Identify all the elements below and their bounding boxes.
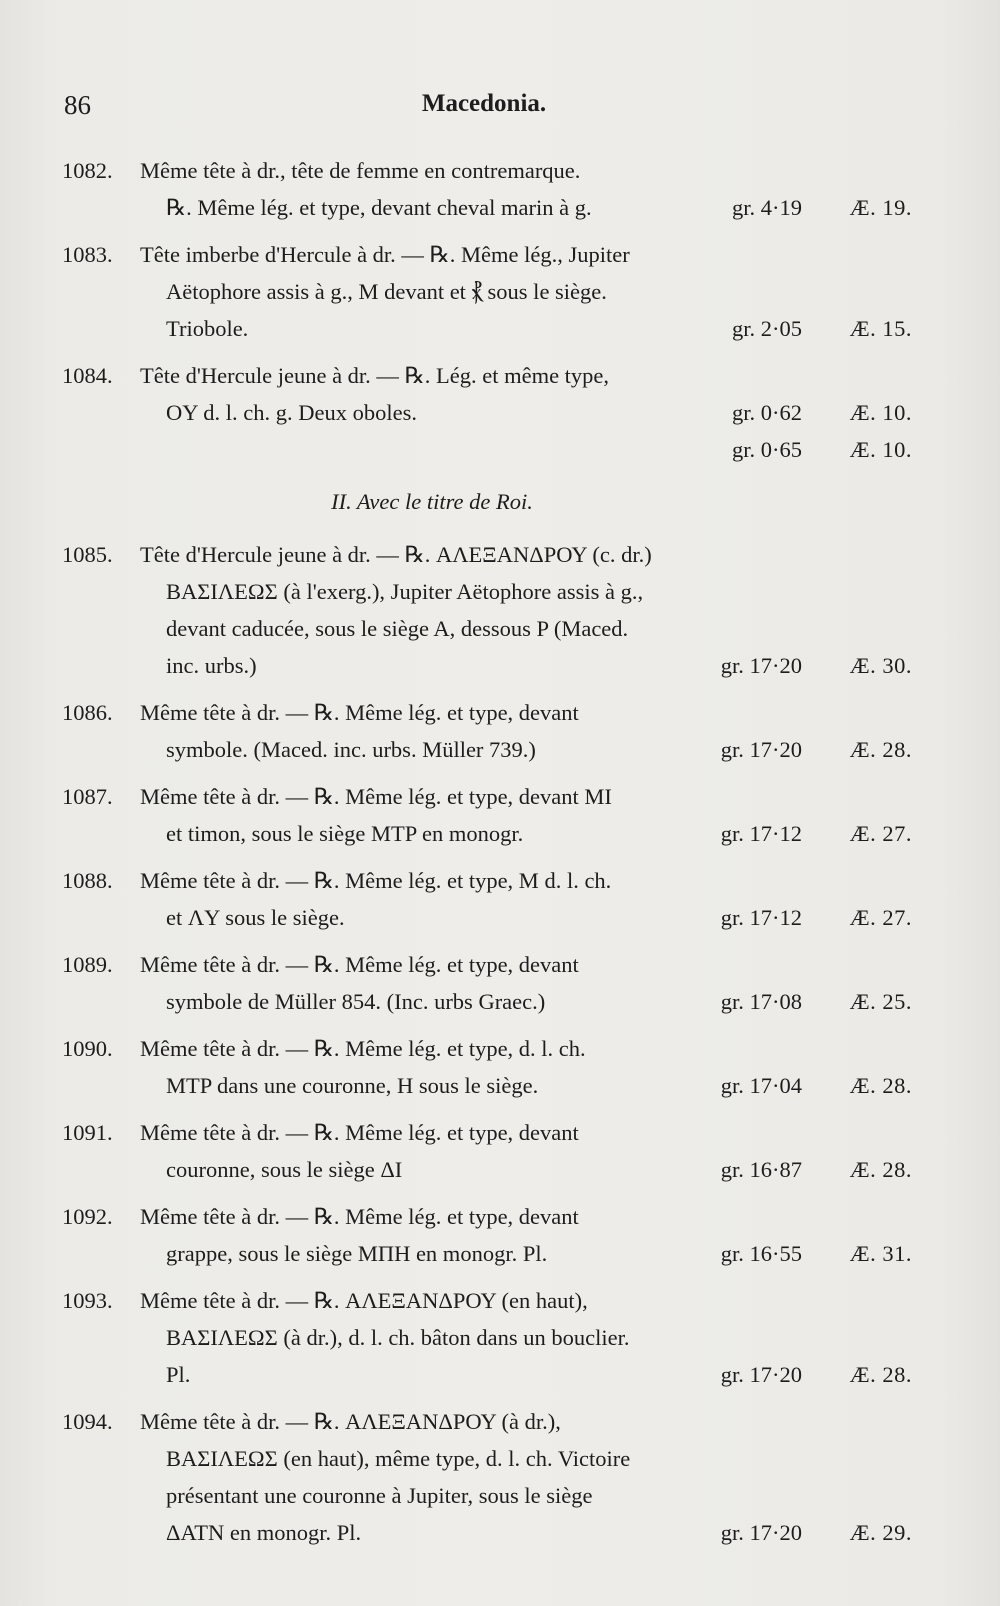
entry-description: devant caducée, sous le siège A, dessous P (Maced. (166, 616, 629, 641)
entry-line (62, 1356, 912, 1393)
entry-number: 1090. (62, 1036, 113, 1061)
metal-size: Æ. 28. (849, 1157, 912, 1182)
entry-number: 1091. (62, 1120, 113, 1145)
entry-number: 1086. (62, 700, 113, 725)
catalogue-entry (62, 946, 912, 1020)
catalogue-entry (62, 152, 912, 226)
entry-description: Même tête à dr., tête de femme en contremarque. (140, 158, 581, 183)
entry-line (62, 731, 912, 768)
coin-weight: gr. 17·20 (720, 1520, 802, 1545)
metal-size: Æ. 27. (849, 821, 912, 846)
entry-line (62, 815, 912, 852)
entry-description: ℞. Même lég. et type, devant cheval marin à g. (166, 195, 592, 220)
coin-weight: gr. 17·20 (720, 1362, 802, 1387)
entry-description: ΔATN en monogr. Pl. (166, 1520, 362, 1545)
entry-description: et timon, sous le siège MTP en monogr. (166, 821, 524, 846)
coin-weight: gr. 0·65 (732, 437, 802, 462)
entry-line (62, 1403, 912, 1440)
metal-size: Æ. 19. (849, 195, 912, 220)
catalogue-entry (62, 536, 912, 684)
metal-size: Æ. 28. (849, 1073, 912, 1098)
entry-description: Tête d'Hercule jeune à dr. — ℞. Lég. et même type, (140, 363, 610, 388)
entry-line (62, 573, 912, 610)
entries-group-with-title (62, 536, 912, 1551)
entry-description: Même tête à dr. — ℞. Même lég. et type, devant (140, 952, 579, 977)
entry-number: 1087. (62, 784, 113, 809)
entry-line (62, 1151, 912, 1188)
coin-weight: gr. 17·20 (720, 737, 802, 762)
catalogue-entry (62, 1282, 912, 1393)
entry-line (62, 983, 912, 1020)
coin-weight: gr. 17·12 (720, 821, 802, 846)
coin-weight: gr. 17·12 (720, 905, 802, 930)
entry-line (62, 899, 912, 936)
coin-weight: gr. 17·04 (720, 1073, 802, 1098)
entry-number: 1089. (62, 952, 113, 977)
entry-number: 1088. (62, 868, 113, 893)
catalogue-entry (62, 236, 912, 347)
metal-size: Æ. 27. (849, 905, 912, 930)
entry-line (62, 273, 912, 310)
entry-description: symbole. (Maced. inc. urbs. Müller 739.) (166, 737, 536, 762)
entry-line (62, 357, 912, 394)
entry-line (62, 394, 912, 431)
entry-line (62, 189, 912, 226)
entry-line (62, 1319, 912, 1356)
metal-size: Æ. 28. (849, 1362, 912, 1387)
coin-weight: gr. 2·05 (732, 316, 802, 341)
metal-size: Æ. 25. (849, 989, 912, 1014)
entry-number: 1082. (62, 158, 113, 183)
page-header (64, 90, 904, 124)
entry-description: Même tête à dr. — ℞. Même lég. et type, d. l. ch. (140, 1036, 586, 1061)
catalogue-entry (62, 357, 912, 468)
entry-line (62, 694, 912, 731)
catalogue-entry (62, 778, 912, 852)
catalogue-entry (62, 862, 912, 936)
entry-description: inc. urbs.) (166, 653, 257, 678)
entry-line (62, 946, 912, 983)
catalogue-entry (62, 1030, 912, 1104)
entry-line (62, 1067, 912, 1104)
entry-line (62, 1198, 912, 1235)
entry-line (62, 536, 912, 573)
entry-line (62, 1282, 912, 1319)
entry-line (62, 236, 912, 273)
entry-description: et ΛY sous le siège. (166, 905, 345, 930)
entry-description: Même tête à dr. — ℞. Même lég. et type, devant MI (140, 784, 612, 809)
catalogue-entry (62, 1403, 912, 1551)
entry-description: Même tête à dr. — ℞. Même lég. et type, devant (140, 1204, 579, 1229)
entry-description: ΒΑΣΙΛΕΩΣ (en haut), même type, d. l. ch. Victoire (166, 1446, 631, 1471)
page-number: 86 (64, 90, 91, 120)
entry-line (62, 1514, 912, 1551)
entry-line (62, 431, 912, 468)
entry-description: OY d. l. ch. g. Deux oboles. (166, 400, 418, 425)
entry-number: 1084. (62, 363, 113, 388)
section-title: II. Avec le titre de Roi. (331, 489, 533, 514)
coin-weight: gr. 0·62 (732, 400, 802, 425)
entries-group-without-title (62, 152, 912, 468)
entry-description: Même tête à dr. — ℞. Même lég. et type, M d. l. ch. (140, 868, 612, 893)
entry-line (62, 862, 912, 899)
entry-description: Même tête à dr. — ℞. ΑΛΕΞΑΝΔΡΟΥ (à dr.), (140, 1409, 561, 1434)
metal-size: Æ. 15. (849, 316, 912, 341)
entry-description: Tête d'Hercule jeune à dr. — ℞. ΑΛΕΞΑΝΔΡΟΥ (c. dr.) (140, 542, 652, 567)
entry-line (62, 1030, 912, 1067)
entry-description: Pl. (166, 1362, 191, 1387)
entry-line (62, 1235, 912, 1272)
coin-weight: gr. 17·08 (720, 989, 802, 1014)
entry-line (62, 1477, 912, 1514)
metal-size: Æ. 29. (849, 1520, 912, 1545)
catalogue-entry (62, 694, 912, 768)
coin-weight: gr. 16·55 (720, 1241, 802, 1266)
entry-description: symbole de Müller 854. (Inc. urbs Graec.) (166, 989, 546, 1014)
metal-size: Æ. 10. (849, 400, 912, 425)
entry-line (62, 1440, 912, 1477)
entry-description: Aëtophore assis à g., M devant et ⳩ sous le siège. (166, 279, 607, 304)
entry-number: 1093. (62, 1288, 113, 1313)
coin-weight: gr. 4·19 (732, 195, 802, 220)
entry-line (62, 647, 912, 684)
entry-line (62, 778, 912, 815)
coin-weight: gr. 17·20 (720, 653, 802, 678)
entry-description: grappe, sous le siège MΠH en monogr. Pl. (166, 1241, 548, 1266)
entry-number: 1092. (62, 1204, 113, 1229)
entry-number: 1083. (62, 242, 113, 267)
entry-description: couronne, sous le siège ΔI (166, 1157, 403, 1182)
entry-number: 1094. (62, 1409, 113, 1434)
entry-line (62, 1114, 912, 1151)
metal-size: Æ. 30. (849, 653, 912, 678)
metal-size: Æ. 10. (849, 437, 912, 462)
entry-line (62, 152, 912, 189)
entry-description: présentant une couronne à Jupiter, sous le siège (166, 1483, 593, 1508)
entry-description: Même tête à dr. — ℞. ΑΛΕΞΑΝΔΡΟΥ (en haut), (140, 1288, 588, 1313)
catalogue-entry (62, 1198, 912, 1272)
entry-line (62, 310, 912, 347)
catalogue-entries (62, 152, 912, 1561)
entry-description: Même tête à dr. — ℞. Même lég. et type, devant (140, 1120, 579, 1145)
entry-description: MTP dans une couronne, H sous le siège. (166, 1073, 539, 1098)
metal-size: Æ. 31. (849, 1241, 912, 1266)
entry-number: 1085. (62, 542, 113, 567)
running-title: Macedonia. (421, 90, 547, 117)
entry-line (62, 610, 912, 647)
entry-description: ΒΑΣΙΛΕΩΣ (à dr.), d. l. ch. bâton dans un bouclier. (166, 1325, 630, 1350)
catalogue-entry (62, 1114, 912, 1188)
coin-weight: gr. 16·87 (720, 1157, 802, 1182)
entry-description: Triobole. (166, 316, 249, 341)
metal-size: Æ. 28. (849, 737, 912, 762)
entry-description: Même tête à dr. — ℞. Même lég. et type, devant (140, 700, 579, 725)
entry-description: ΒΑΣΙΛΕΩΣ (à l'exerg.), Jupiter Aëtophore assis à g., (166, 579, 644, 604)
entry-description: Tête imberbe d'Hercule à dr. — ℞. Même lég., Jupiter (140, 242, 630, 267)
